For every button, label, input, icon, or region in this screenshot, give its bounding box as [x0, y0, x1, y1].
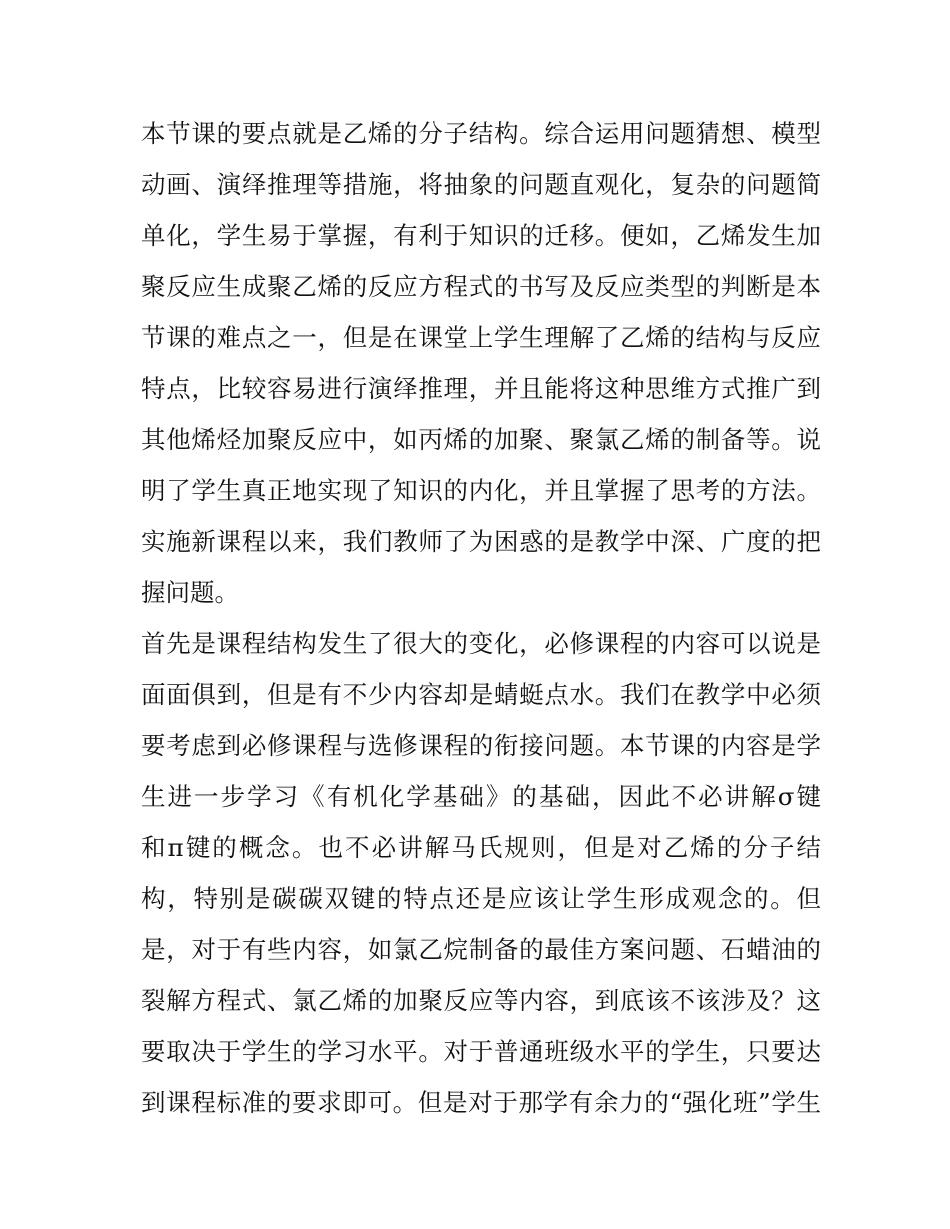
- paragraph-1-line-6: 特点，比较容易进行演绎推理，并且能将这种思维方式推广到: [141, 374, 821, 403]
- paragraph-2-line-2: 面面俱到，但是有不少内容却是蜻蜓点水。我们在教学中必须: [141, 680, 821, 709]
- paragraph-2-line-10: 到课程标准的要求即可。但是对于那学有余力的“强化班”学生: [141, 1088, 821, 1117]
- paragraph-2-line-9: 要取决于学生的学习水平。对于普通班级水平的学生，只要达: [141, 1037, 821, 1066]
- paragraph-2-line-1: 首先是课程结构发生了很大的变化，必修课程的内容可以说是: [141, 629, 821, 658]
- paragraph-1-line-5: 节课的难点之一，但是在课堂上学生理解了乙烯的结构与反应: [141, 323, 821, 352]
- document-body: [141, 108, 821, 1128]
- paragraph-2-line-8: 裂解方程式、氯乙烯的加聚反应等内容，到底该不该涉及？这: [141, 986, 821, 1015]
- paragraph-1-line-3: 单化，学生易于掌握，有利于知识的迁移。便如，乙烯发生加: [141, 221, 821, 250]
- paragraph-1-line-1: 本节课的要点就是乙烯的分子结构。综合运用问题猜想、模型: [141, 119, 821, 148]
- paragraph-2-line-5: 和π键的概念。也不必讲解马氏规则，但是对乙烯的分子结: [141, 833, 821, 862]
- paragraph-1-line-9: 实施新课程以来，我们教师了为困惑的是教学中深、广度的把: [141, 527, 821, 556]
- paragraph-2-line-6: 构，特别是碳碳双键的特点还是应该让学生形成观念的。但: [141, 884, 821, 913]
- paragraph-2-line-4: 生进一步学习《有机化学基础》的基础，因此不必讲解σ键: [141, 782, 821, 811]
- paragraph-2-line-3: 要考虑到必修课程与选修课程的衔接问题。本节课的内容是学: [141, 731, 821, 760]
- paragraph-1-line-7: 其他烯烃加聚反应中，如丙烯的加聚、聚氯乙烯的制备等。说: [141, 425, 821, 454]
- paragraph-2-line-7: 是，对于有些内容，如氯乙烷制备的最佳方案问题、石蜡油的: [141, 935, 821, 964]
- paragraph-1-line-10: 握问题。: [141, 578, 239, 607]
- paragraph-1-line-2: 动画、演绎推理等措施，将抽象的问题直观化，复杂的问题简: [141, 170, 821, 199]
- paragraph-1-line-8: 明了学生真正地实现了知识的内化，并且掌握了思考的方法。: [141, 476, 821, 505]
- paragraph-1-line-4: 聚反应生成聚乙烯的反应方程式的书写及反应类型的判断是本: [141, 272, 821, 301]
